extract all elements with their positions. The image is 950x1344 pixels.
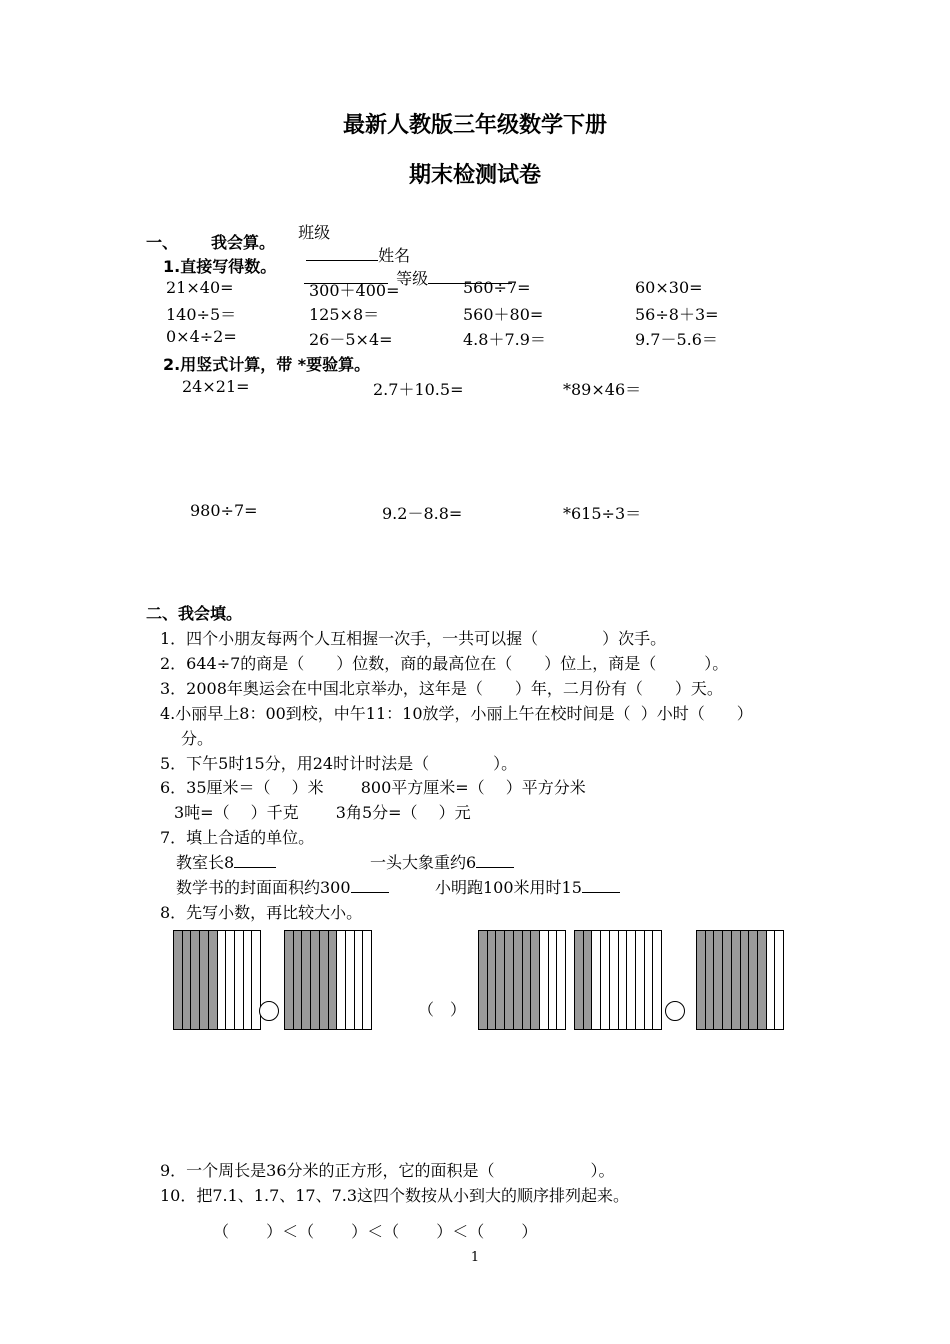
tenth-strip [741, 931, 750, 1029]
oral-3-1: 0×4÷2= [166, 327, 237, 346]
tenth-strip [200, 931, 209, 1029]
q4: 4.小丽早上8：00到校，中午11：10放学，小丽上午在校时间是（ ）小时（ ） [160, 704, 753, 723]
tenth-strip [619, 931, 628, 1029]
tenth-strip [758, 931, 767, 1029]
name-label: 姓名 [378, 246, 411, 265]
tenth-strip [311, 931, 320, 1029]
tenth-strip [514, 931, 523, 1029]
tenth-strip [337, 931, 346, 1029]
oral-1-1: 21×40= [166, 278, 234, 297]
decimal-figure-2 [284, 930, 372, 1030]
tenth-strip [610, 931, 619, 1029]
tenth-strip [697, 931, 706, 1029]
vertical-1-2: 2.7＋10.5= [373, 380, 464, 399]
section2-heading: 二、我会填。 [146, 604, 243, 623]
class-blank[interactable] [306, 246, 378, 261]
tenth-strip [346, 931, 355, 1029]
q1: 1．四个小朋友每两个人互相握一次手，一共可以握（ ）次手。 [160, 629, 667, 648]
tenth-strip [505, 931, 514, 1029]
vertical-1-1: 24×21= [182, 377, 250, 396]
tenth-strip [549, 931, 558, 1029]
decimal-figure-4 [574, 930, 662, 1030]
page-title: 最新人教版三年级数学下册 [342, 113, 607, 138]
q7-item4: 小明跑100米用时15 [435, 875, 620, 898]
decimal-figure-5 [696, 930, 784, 1030]
decimal-figure-3 [478, 930, 566, 1030]
vertical-2-2: 9.2－8.8= [382, 504, 463, 523]
tenth-strip [653, 931, 661, 1029]
tenth-strip [645, 931, 654, 1029]
tenth-strip [496, 931, 505, 1029]
vertical-2-1: 980÷7= [190, 501, 258, 520]
q3: 3．2008年奥运会在中国北京举办，这年是（ ）年，二月份有（ ）天。 [160, 679, 723, 698]
q7-item2: 一头大象重约6 [370, 850, 514, 873]
oral-2-2: 125×8＝ [309, 305, 380, 324]
tenth-strip [363, 931, 371, 1029]
tenth-strip [706, 931, 715, 1029]
q7-item1: 教室长8 [176, 850, 276, 873]
tenth-strip [531, 931, 540, 1029]
grade-label: 等级 [396, 269, 429, 288]
tenth-strip [749, 931, 758, 1029]
tenth-strip [226, 931, 235, 1029]
q7-blank4[interactable] [582, 878, 620, 893]
q6-line2: 3吨=（ ）千克 3角5分=（ ）元 [174, 803, 471, 822]
tenth-strip [355, 931, 364, 1029]
tenth-strip [183, 931, 192, 1029]
q2: 2．644÷7的商是（ ）位数，商的最高位在（ ）位上，商是（ ）。 [160, 654, 729, 673]
q10-order-blanks[interactable]: （ ）＜（ ）＜（ ）＜（ ） [213, 1222, 538, 1241]
q9: 9．一个周长是36分米的正方形，它的面积是（ ）。 [160, 1161, 615, 1180]
tenth-strip [775, 931, 783, 1029]
tenth-strip [714, 931, 723, 1029]
oral-3-2: 26－5×4= [309, 330, 393, 349]
tenth-strip [767, 931, 776, 1029]
oral-1-2: 300＋400= [309, 281, 400, 300]
vertical-1-3: *89×46＝ [563, 380, 642, 399]
tenth-strip [636, 931, 645, 1029]
oral-3-3: 4.8＋7.9＝ [463, 330, 546, 349]
q7-blank1[interactable] [234, 853, 276, 868]
oral-2-4: 56÷8＋3= [635, 305, 719, 324]
compare-circle-2[interactable] [665, 1001, 685, 1021]
tenth-strip [329, 931, 338, 1029]
q5: 5．下午5时15分，用24时计时法是（ ）。 [160, 754, 518, 773]
q10: 10．把7.1、1.7、17、7.3这四个数按从小到大的顺序排列起来。 [160, 1186, 630, 1205]
q7-blank3[interactable] [351, 878, 389, 893]
vertical-2-3: *615÷3＝ [563, 504, 642, 523]
tenth-strip [479, 931, 488, 1029]
compare-circle-1[interactable] [259, 1001, 279, 1021]
oral-2-3: 560＋80= [463, 305, 544, 324]
tenth-strip [584, 931, 593, 1029]
tenth-strip [723, 931, 732, 1029]
q4-continuation: 分。 [181, 729, 214, 748]
tenth-strip [209, 931, 218, 1029]
tenth-strip [191, 931, 200, 1029]
tenth-strip [320, 931, 329, 1029]
part2-title: 2.用竖式计算，带 *要验算。 [163, 355, 371, 374]
tenth-strip [302, 931, 311, 1029]
class-label: 班级 [298, 223, 331, 242]
tenth-strip [174, 931, 183, 1029]
tenth-strip [218, 931, 227, 1029]
q7: 7．填上合适的单位。 [160, 828, 315, 847]
tenth-strip [732, 931, 741, 1029]
decimal-figure-1 [173, 930, 261, 1030]
tenth-strip [244, 931, 253, 1029]
q8: 8．先写小数，再比较大小。 [160, 903, 363, 922]
q6-line1: 6．35厘米＝（ ）米 800平方厘米=（ ）平方分米 [160, 778, 586, 797]
tenth-strip [592, 931, 601, 1029]
page-subtitle: 期末检测试卷 [408, 163, 541, 188]
q7-item3: 数学书的封面面积约300 [176, 875, 389, 898]
tenth-strip [235, 931, 244, 1029]
tenth-strip [294, 931, 303, 1029]
part1-title: 1.直接写得数。 [163, 257, 277, 276]
page-number: 1 [470, 1250, 480, 1265]
tenth-strip [523, 931, 532, 1029]
oral-3-4: 9.7－5.6＝ [635, 330, 718, 349]
tenth-strip [601, 931, 610, 1029]
tenth-strip [557, 931, 565, 1029]
tenth-strip [488, 931, 497, 1029]
oral-1-3: 560÷7= [463, 278, 531, 297]
q7-blank2[interactable] [476, 853, 514, 868]
oral-1-4: 60×30= [635, 278, 703, 297]
section1-heading: 我会算。 [211, 233, 276, 252]
section1-heading-number: 一、 [146, 233, 179, 252]
tenth-strip [285, 931, 294, 1029]
tenth-strip [575, 931, 584, 1029]
compare-paren[interactable]: （ ） [418, 1000, 467, 1019]
tenth-strip [627, 931, 636, 1029]
tenth-strip [540, 931, 549, 1029]
oral-2-1: 140÷5＝ [166, 305, 237, 324]
info-line [288, 201, 512, 289]
